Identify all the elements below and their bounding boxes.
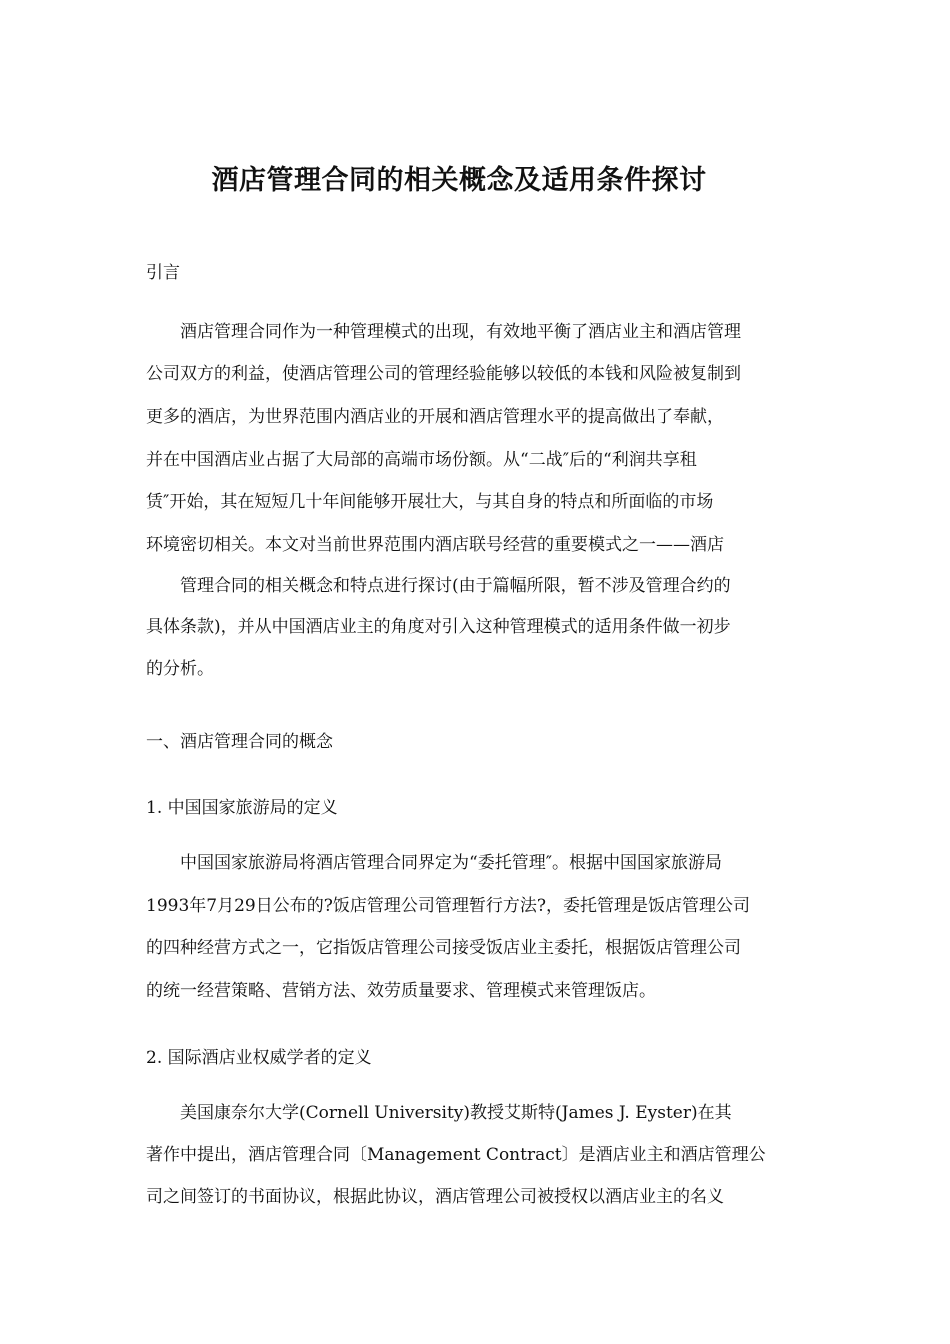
- sub2-line: 美国康奈尔大学(Cornell University)教授艾斯特(James J. Eyster)在其: [180, 1103, 732, 1123]
- sub1-line: 的统一经营策略、营销方法、效劳质量要求、管理模式来管理饭店。: [146, 981, 656, 1001]
- intro-line: 更多的酒店，为世界范围内酒店业的开展和酒店管理水平的提高做出了奉献，: [146, 407, 724, 427]
- intro-line: 公司双方的利益，使酒店管理公司的管理经验能够以较低的本钱和风险被复制到: [146, 364, 741, 384]
- intro-line: 的分析。: [146, 659, 214, 679]
- sub2-heading: 2. 国际酒店业权威学者的定义: [146, 1048, 372, 1068]
- intro-heading: 引言: [146, 263, 180, 283]
- intro-line: 酒店管理合同作为一种管理模式的出现，有效地平衡了酒店业主和酒店管理: [180, 322, 741, 342]
- intro-line: 具体条款)，并从中国酒店业主的角度对引入这种管理模式的适用条件做一初步: [146, 617, 731, 637]
- document-title: 酒店管理合同的相关概念及适用条件探讨: [211, 165, 707, 196]
- sub1-line: 中国国家旅游局将酒店管理合同界定为“委托管理″。根据中国国家旅游局: [180, 853, 723, 873]
- sub2-line: 著作中提出，酒店管理合同〔Management Contract〕是酒店业主和酒店管理公: [146, 1145, 766, 1165]
- sub1-heading: 1. 中国国家旅游局的定义: [146, 798, 338, 818]
- intro-line: 环境密切相关。本文对当前世界范围内酒店联号经营的重要模式之一——酒店: [146, 535, 724, 555]
- intro-line: 管理合同的相关概念和特点进行探讨(由于篇幅所限，暂不涉及管理合约的: [180, 576, 731, 596]
- intro-line: 并在中国酒店业占据了大局部的高端市场份额。从“二战″后的“利润共享租: [146, 450, 697, 470]
- sub1-line: 的四种经营方式之一，它指饭店管理公司接受饭店业主委托，根据饭店管理公司: [146, 938, 741, 958]
- sub1-line: 1993年7月29日公布的?饭店管理公司管理暂行方法?，委托管理是饭店管理公司: [146, 896, 750, 916]
- section1-heading: 一、酒店管理合同的概念: [146, 732, 333, 752]
- intro-line: 赁″开始，其在短短几十年间能够开展壮大，与其自身的特点和所面临的市场: [146, 492, 714, 512]
- sub2-line: 司之间签订的书面协议，根据此协议，酒店管理公司被授权以酒店业主的名义: [146, 1187, 724, 1207]
